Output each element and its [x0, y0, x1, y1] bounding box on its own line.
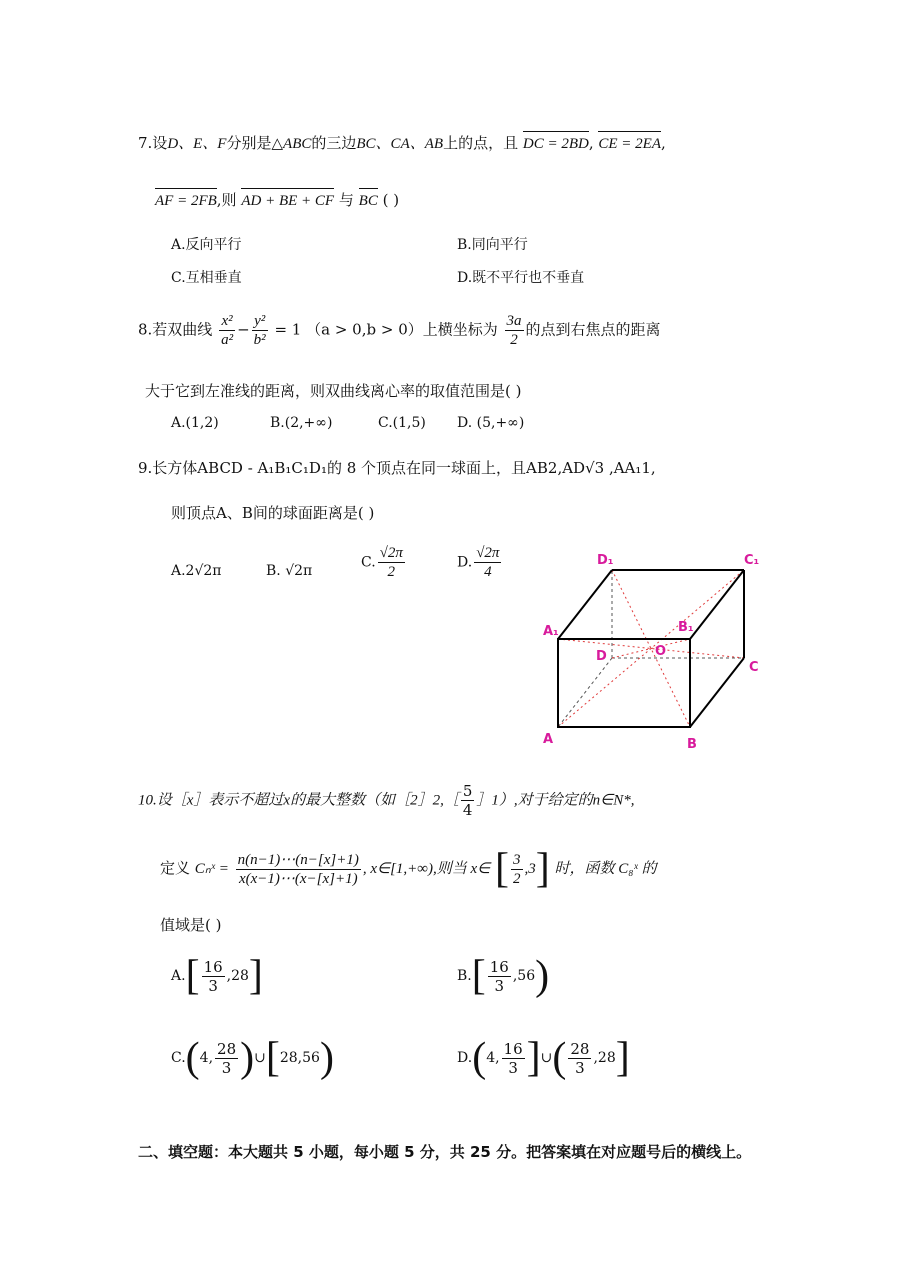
frac: [502, 1040, 525, 1077]
front-face: [558, 639, 690, 727]
q10-option-b: [457, 955, 549, 997]
edge-hidden: [558, 658, 612, 727]
q8-frac-3a2: [505, 312, 524, 349]
bracket-right: ]: [526, 1035, 541, 1081]
cuboid-figure: [530, 540, 770, 755]
q7-text: ,则: [216, 191, 237, 209]
q10-text: 10.设［x］表示不超过x的最大整数（如［2］2,［: [138, 792, 459, 809]
q10-option-c: [171, 1037, 334, 1079]
label-c: C: [749, 660, 759, 675]
q7-vector-eq2: CE = 2EA: [598, 136, 661, 152]
q9-option-b: B. √2π: [266, 563, 313, 579]
option-label: C.: [171, 1050, 186, 1066]
q7-option-d: D.既不平行也不垂直: [457, 270, 585, 286]
option-text: ,56: [512, 968, 536, 984]
q8-frac-den: b²: [253, 332, 266, 348]
edge: [690, 570, 744, 639]
frac-num: n(n−1)⋯(n−[x]+1): [237, 851, 359, 868]
q8-minus: −: [237, 320, 250, 339]
option-text: 4,: [486, 1050, 500, 1066]
bracket-left: [: [495, 846, 509, 892]
label-o: O: [655, 644, 667, 659]
q7-vector-bc: BC: [358, 193, 378, 209]
frac-num: 16: [489, 957, 509, 976]
q9-option-c: [361, 544, 407, 581]
diagonal: [612, 639, 690, 658]
label-a1: A₁: [543, 624, 559, 639]
q7-line2: [155, 190, 399, 211]
q7-line1: 7.设D、E、F分别是△ABC的三边BC、CA、AB上的点，且 DC = 2BD, CE = 2EA,: [138, 134, 666, 152]
q7-vector-eq1: DC = 2BD: [522, 136, 589, 152]
q7-option-a: A.反向平行: [171, 237, 242, 253]
q10-text: ］1）,对于给定的n∈N*,: [476, 792, 635, 809]
frac-den: 4: [484, 564, 492, 580]
q9-option-c-label: C.: [361, 554, 376, 571]
q7-triangle: ABC: [283, 136, 312, 152]
option-label: B.: [457, 968, 472, 984]
q8-option-a: A.(1,2): [171, 415, 219, 431]
q10-line2: [160, 848, 657, 890]
q8-line1: [138, 312, 661, 349]
frac-den: 3: [494, 976, 505, 995]
paren-left: (: [185, 1035, 200, 1081]
label-a: A: [543, 732, 554, 747]
bracket-left: [: [471, 953, 486, 999]
q7-option-c: C.互相垂直: [171, 270, 242, 286]
q8-line2: 大于它到左准线的距离，则双曲线离心率的取值范围是( ): [145, 382, 522, 400]
label-d: D: [596, 649, 607, 664]
q8-frac-den: a²: [221, 332, 234, 348]
q8-frac-x: [219, 312, 235, 349]
bracket-right: ]: [615, 1035, 630, 1081]
q10-combination: Cₙˣ =: [194, 861, 229, 877]
bracket-right: ]: [535, 846, 550, 892]
frac-num: √2π: [379, 545, 403, 561]
option-text: 4,: [199, 1050, 214, 1066]
frac-den: 3: [208, 976, 218, 995]
q8-option-c: C.(1,5): [378, 415, 426, 431]
paren-right: ): [319, 1035, 334, 1081]
option-label: D.: [457, 1050, 473, 1066]
q10-int-frac: [511, 851, 523, 888]
section-heading: 二、填空题：本大题共 5 小题，每小题 5 分，共 25 分。把答案填在对应题号后的横线上。: [138, 1143, 752, 1161]
q9-option-d: [457, 544, 503, 581]
q10-option-d: [457, 1037, 630, 1079]
q8-option-d: D. (5,+∞): [457, 415, 525, 431]
paren-left: (: [552, 1035, 567, 1081]
union-symbol: ∪: [254, 1050, 266, 1066]
q8-condition: （a > 0,b > 0）上横坐标为: [306, 320, 498, 339]
frac-den: 3: [575, 1058, 585, 1077]
union-symbol: ∪: [540, 1050, 553, 1066]
q7-text: 与: [338, 191, 354, 209]
q10-def-frac: [236, 851, 361, 888]
q9-option-d-label: D.: [457, 554, 473, 571]
frac-num: 28: [570, 1039, 590, 1058]
edge: [690, 658, 744, 727]
q7-vector-eq3: AF = 2FB: [155, 193, 217, 209]
q7-option-b: B.同向平行: [457, 237, 528, 253]
q10-text: , x∈[1,+∞),则当 x∈: [362, 861, 491, 877]
label-b: B: [687, 737, 697, 752]
q10-option-a: [171, 955, 263, 997]
q9-option-c-frac: [378, 544, 405, 581]
q9-option-d-frac: [474, 544, 501, 581]
paren-left: (: [472, 1035, 487, 1081]
bracket-right: ]: [248, 953, 263, 999]
bracket-left: [: [185, 953, 200, 999]
option-label: A.: [171, 968, 186, 984]
frac: [202, 958, 225, 995]
q7-text: 分别是△: [226, 134, 284, 152]
q10-line1: [138, 782, 634, 819]
q8-frac-den: 2: [510, 332, 518, 348]
edge: [558, 570, 612, 639]
bracket-left: [: [265, 1035, 280, 1081]
q9-line2: 则顶点A、B间的球面距离是( ): [171, 504, 375, 522]
q10-text: 定义: [160, 859, 191, 877]
frac-den: 2: [387, 564, 396, 580]
frac-num: 16: [203, 957, 223, 976]
label-b1: B₁: [678, 620, 694, 635]
option-text: 28,56: [279, 1050, 320, 1066]
q8-frac-num: 3a: [506, 313, 522, 329]
q7-text: 上的点，且: [443, 134, 519, 152]
label-d1: D₁: [597, 553, 614, 568]
frac-den: 2: [513, 870, 521, 887]
frac: [488, 958, 511, 995]
frac-num: 3: [513, 851, 521, 868]
frac-den: x(x−1)⋯(x−[x]+1): [238, 870, 358, 887]
q10-frac-5-4: [461, 782, 475, 819]
paren-right: ): [240, 1035, 255, 1081]
option-text: ,28: [226, 968, 249, 984]
q7-sides: BC、CA、AB: [356, 136, 444, 152]
q8-frac-num: x²: [219, 312, 235, 331]
q7-text: 的三边: [311, 134, 357, 152]
frac-num: 5: [462, 782, 473, 800]
q8-eq: = 1: [274, 320, 302, 339]
frac: [568, 1040, 591, 1077]
answer-blank: ( ): [382, 191, 400, 209]
q7-vector-sum: AD + BE + CF: [241, 193, 335, 209]
frac-num: 16: [503, 1039, 523, 1058]
frac-den: 4: [462, 801, 473, 819]
q8-text: 8.若双曲线: [138, 320, 213, 339]
q7-text: 7.设: [138, 134, 168, 152]
frac-den: 3: [508, 1058, 518, 1077]
frac: [215, 1040, 238, 1077]
frac-den: 3: [221, 1058, 232, 1077]
bracket-right: ): [535, 953, 550, 999]
frac-num: 28: [217, 1039, 237, 1058]
option-text: ,28: [593, 1050, 616, 1066]
q10-line3: 值域是( ): [160, 916, 222, 934]
q10-text: ,3: [524, 861, 536, 877]
q8-frac-y: [252, 312, 268, 349]
frac-num: √2π: [476, 545, 500, 561]
q7-points: D、E、F: [167, 136, 227, 152]
q8-frac-num: y²: [252, 312, 268, 331]
q8-text: 的点到右焦点的距离: [525, 320, 661, 339]
label-c1: C₁: [744, 553, 760, 568]
q10-text: 时，函数 C₈ˣ 的: [554, 861, 657, 877]
q9-line1: 9.长方体ABCD - A₁B₁C₁D₁的 8 个顶点在同一球面上，且AB2,AD√3 ,AA₁1,: [138, 459, 656, 477]
q8-option-b: B.(2,+∞): [270, 415, 333, 431]
q9-option-a: A.2√2π: [171, 563, 222, 579]
